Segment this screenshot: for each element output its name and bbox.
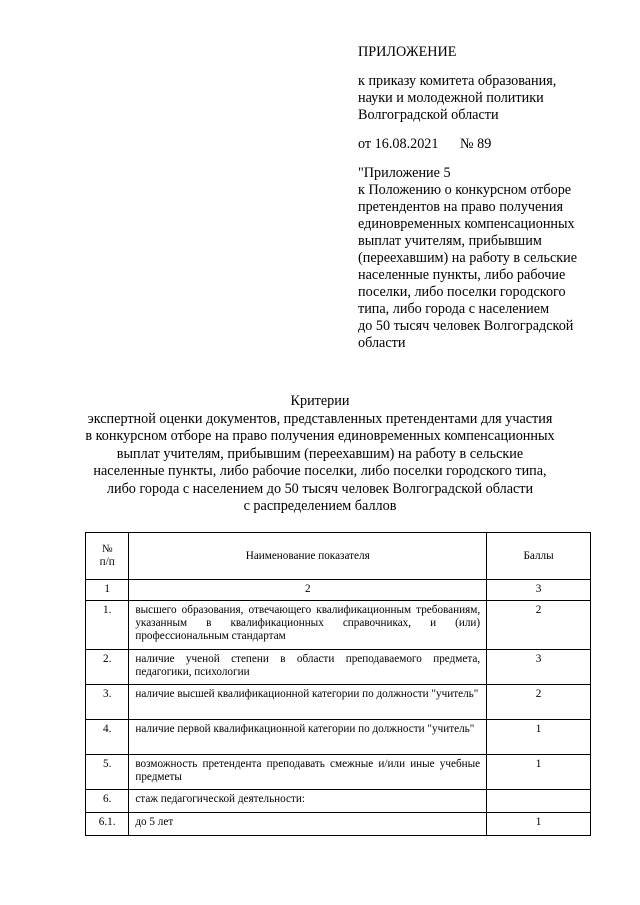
- appendix-line: типа, либо города с населением: [358, 301, 550, 317]
- table-row: [86, 601, 591, 650]
- annex-heading: ПРИЛОЖЕНИЕ: [358, 44, 457, 60]
- row-points: 2: [487, 685, 591, 720]
- index-cell: 1: [86, 580, 129, 601]
- row-name: наличие ученой степени в области преподаваемого предмета, педагогики, психологии: [129, 650, 487, 685]
- appendix-line: населенные пункты, либо рабочие: [358, 267, 566, 283]
- row-num: 6.1.: [86, 813, 129, 836]
- appendix-line: области: [358, 335, 406, 351]
- row-points: 1: [487, 720, 591, 755]
- row-name: возможность претендента преподавать смежные и/или иные учебные предметы: [129, 755, 487, 790]
- table-row: [86, 813, 591, 836]
- header-points: Баллы: [487, 533, 591, 580]
- row-points: 1: [487, 813, 591, 836]
- index-cell: 2: [129, 580, 487, 601]
- document-title: [40, 393, 600, 516]
- order-number: № 89: [460, 136, 492, 152]
- row-points: 1: [487, 755, 591, 790]
- row-num: 2.: [86, 650, 129, 685]
- row-num: 6.: [86, 790, 129, 813]
- title-line: с распределением баллов: [243, 498, 397, 514]
- title-line: выплат учителям, прибывшим (переехавшим) на работу в сельские: [116, 445, 524, 462]
- title-line: в конкурсном отборе на право получения единовременных компенсационных: [85, 428, 555, 444]
- row-name: наличие высшей квалификационной категории по должности "учитель": [129, 685, 487, 720]
- row-points: 3: [487, 650, 591, 685]
- row-name: до 5 лет: [129, 813, 487, 836]
- row-num: 1.: [86, 601, 129, 650]
- appendix-line: (переехавшим) на работу в сельские: [358, 250, 578, 266]
- title-line: населенные пункты, либо рабочие поселки, либо поселки городского типа,: [93, 463, 547, 479]
- row-name: стаж педагогической деятельности:: [129, 790, 487, 813]
- appendix-line: "Приложение 5: [358, 165, 451, 181]
- table-row: [86, 650, 591, 685]
- criteria-table: [85, 532, 591, 836]
- row-points: 2: [487, 601, 591, 650]
- row-num: 4.: [86, 720, 129, 755]
- row-name: наличие первой квалификационной категории по должности "учитель": [129, 720, 487, 755]
- table-row: [86, 720, 591, 755]
- row-name: высшего образования, отвечающего квалификационным требованиям, указанным в квалификационных справочниках, и (или) профессиональным стандартам: [129, 601, 487, 650]
- row-num: 3.: [86, 685, 129, 720]
- appendix-line: к Положению о конкурсном отборе: [358, 182, 572, 198]
- appendix-line: до 50 тысяч человек Волгоградской: [358, 318, 574, 334]
- appendix-line: поселки, либо поселки городского: [358, 284, 566, 300]
- table-header-row: [86, 533, 591, 580]
- table-row: [86, 790, 591, 813]
- order-line: к приказу комитета образования,: [358, 73, 557, 89]
- row-points: [487, 790, 591, 813]
- order-line: науки и молодежной политики: [358, 90, 544, 106]
- order-line: Волгоградской области: [358, 107, 499, 123]
- table-row: [86, 685, 591, 720]
- order-date-line: [358, 136, 628, 153]
- title-heading: Критерии: [290, 393, 350, 409]
- header-name: Наименование показателя: [129, 533, 487, 580]
- title-line: либо города с населением до 50 тысяч человек Волгоградской области: [106, 480, 534, 497]
- appendix-line: единовременных компенсационных: [358, 216, 575, 232]
- title-line: экспертной оценки документов, представленных претендентами для участия: [87, 410, 553, 427]
- table-row: [86, 755, 591, 790]
- row-num: 5.: [86, 755, 129, 790]
- appendix-line: претендентов на право получения: [358, 199, 564, 215]
- table-index-row: [86, 580, 591, 601]
- appendix-line: выплат учителям, прибывшим: [358, 233, 542, 249]
- header-num: № п/п: [86, 533, 129, 580]
- annex-block: [358, 44, 628, 352]
- order-date: от 16.08.2021: [358, 136, 439, 152]
- index-cell: 3: [487, 580, 591, 601]
